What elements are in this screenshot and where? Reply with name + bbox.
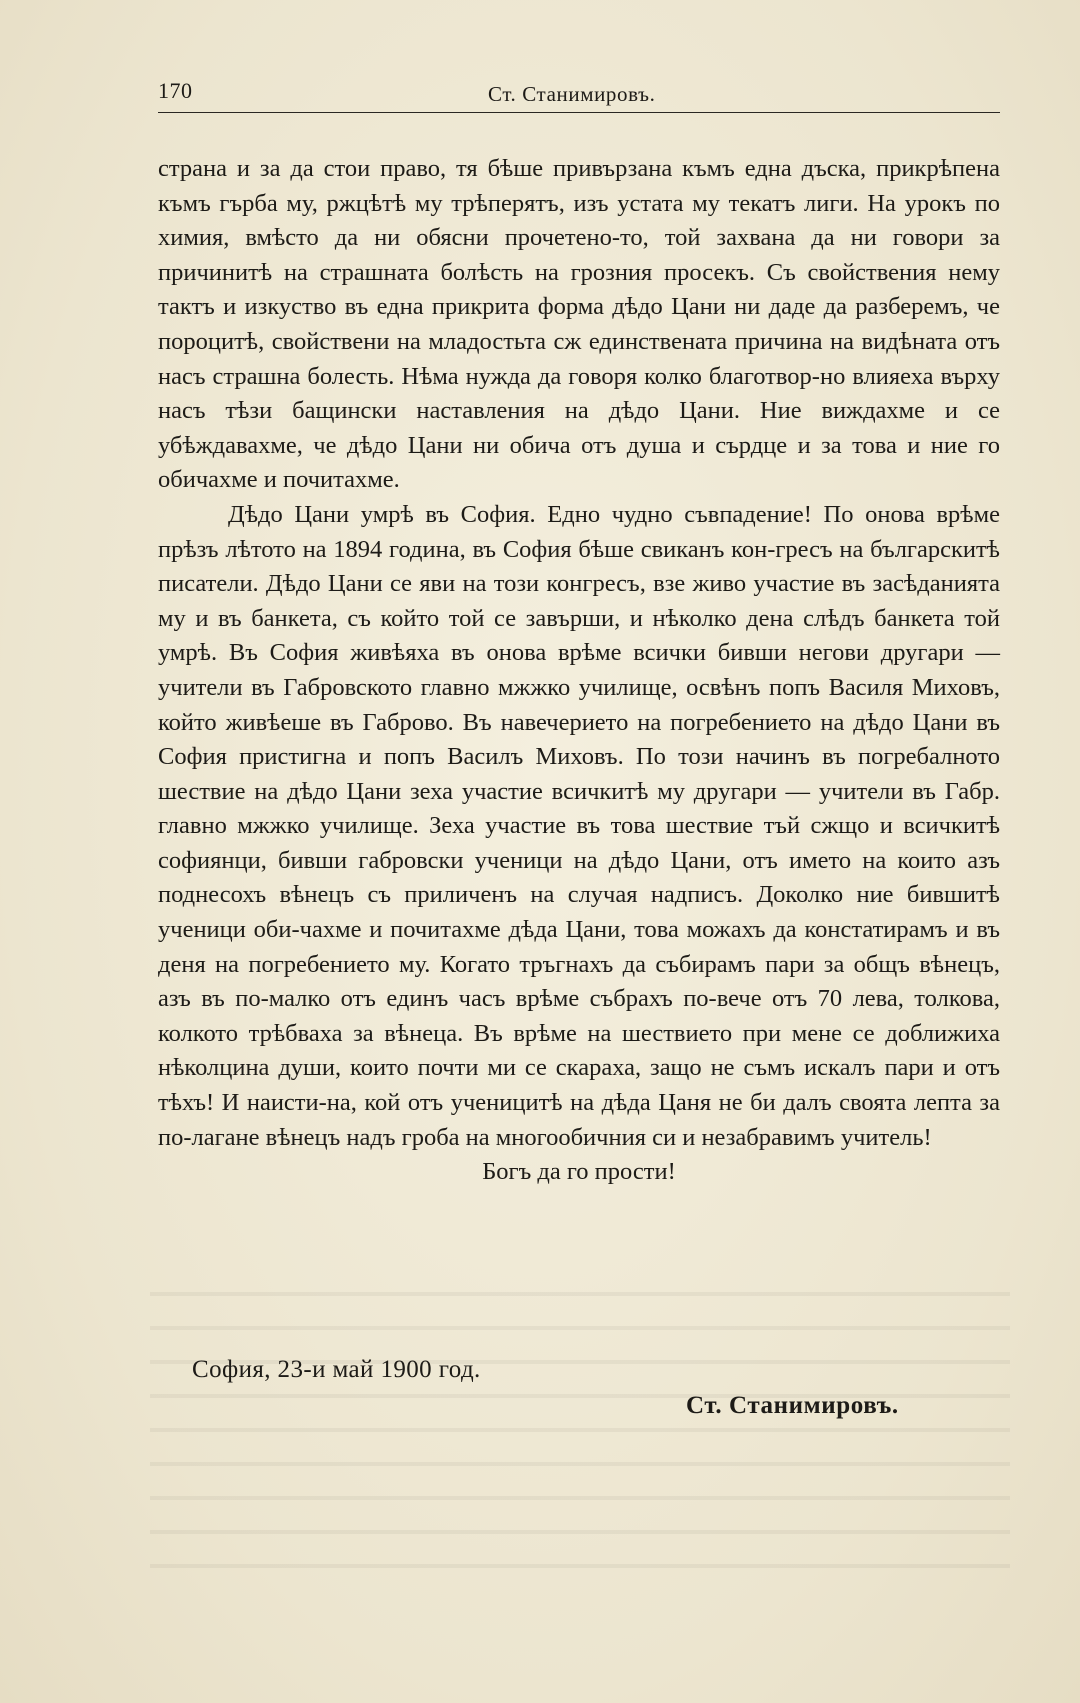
page-header	[158, 78, 1000, 116]
paragraph-2: Дѣдо Цани умрѣ въ София. Едно чудно съвпадение! По онова врѣме прѣзъ лѣтото на 1894 година, въ София бѣше свиканъ кон-гресъ на българскитѣ писатели. Дѣдо Цани се яви на този конгресъ, взе живо участие въ засѣданията му и въ банкета, съ който той се завърши, и нѣколко дена слѣдъ банкета той умрѣ. Въ София живѣяха въ онова врѣме всички бивши негови другари — учители въ Габровското главно мжжко училище, освѣнъ попъ Василя Миховъ, който живѣеше въ Габрово. Въ навечерието на погребението на дѣдо Цани въ София пристигна и попъ Василъ Миховъ. По този начинъ въ погребалното шествие на дѣдо Цани зеха участие всичкитѣ му другари — учители въ Габр. главно мжжко училище. Зеха участие въ това шествие тъй сжщо и всичкитѣ софиянци, бивши габровски ученици на дѣдо Цани, отъ името на които азъ поднесохъ вѣнецъ съ приличенъ на случая надписъ. Доколко ние бившитѣ ученици оби-чахме и почитахме дѣда Цани, това можахъ да констатирамъ и въ деня на погребението му. Когато тръгнахъ да събирамъ пари за общъ вѣнецъ, азъ въ по-малко отъ единъ часъ врѣме събрахъ по-вече отъ 70 лева, толкова, колкото трѣбваха за вѣнеца. Въ врѣме на шествието при мене се доближиха нѣколцина души, които почти ми се скараха, защо не съмъ искалъ пари и отъ тѣхъ! И наисти-на, кой отъ ученицитѣ на дѣда Цаня не би далъ своята лепта за по-лагане вѣнецъ надъ гроба на многообичния си и незабравимъ учитель!	[158, 500, 1000, 1151]
body-text	[158, 152, 1000, 1190]
author-signature: Ст. Станимировъ.	[686, 1392, 899, 1419]
paragraph-1: страна и за да стои право, тя бѣше привързана къмъ една дъска, прикрѣпена къмъ гърба му, ржцѣтѣ му трѣперятъ, изъ устата му текатъ лиги. На урокъ по химия, вмѣсто да ни обясни прочетено-то, той захвана да ни говори за причинитѣ на страшната болѣсть на грозния просекъ. Съ свойствения нему тактъ и изкуство въ една прикрита форма дѣдо Цани ни даде да разберемъ, че пороцитѣ, свойствени на младостьта сж единствената причина на видѣната отъ насъ страшна болесть. Нѣма нужда да говоря колко благотвор-но влияеха върху насъ тѣзи бащински наставления на дѣдо Цани. Ние виждахме и се убѣждавахме, че дѣдо Цани ни обича отъ душа и сърдце и за това и ние го обичахме и почитахме.	[158, 155, 1000, 494]
closing-line: Богъ да го прости!	[482, 1158, 676, 1186]
place-date: София, 23-и май 1900 год.	[192, 1356, 481, 1383]
show-through-text	[150, 1270, 1010, 1570]
page-number: 170	[158, 78, 193, 103]
running-head: Ст. Станимировъ.	[488, 82, 656, 106]
header-rule	[158, 112, 1000, 113]
